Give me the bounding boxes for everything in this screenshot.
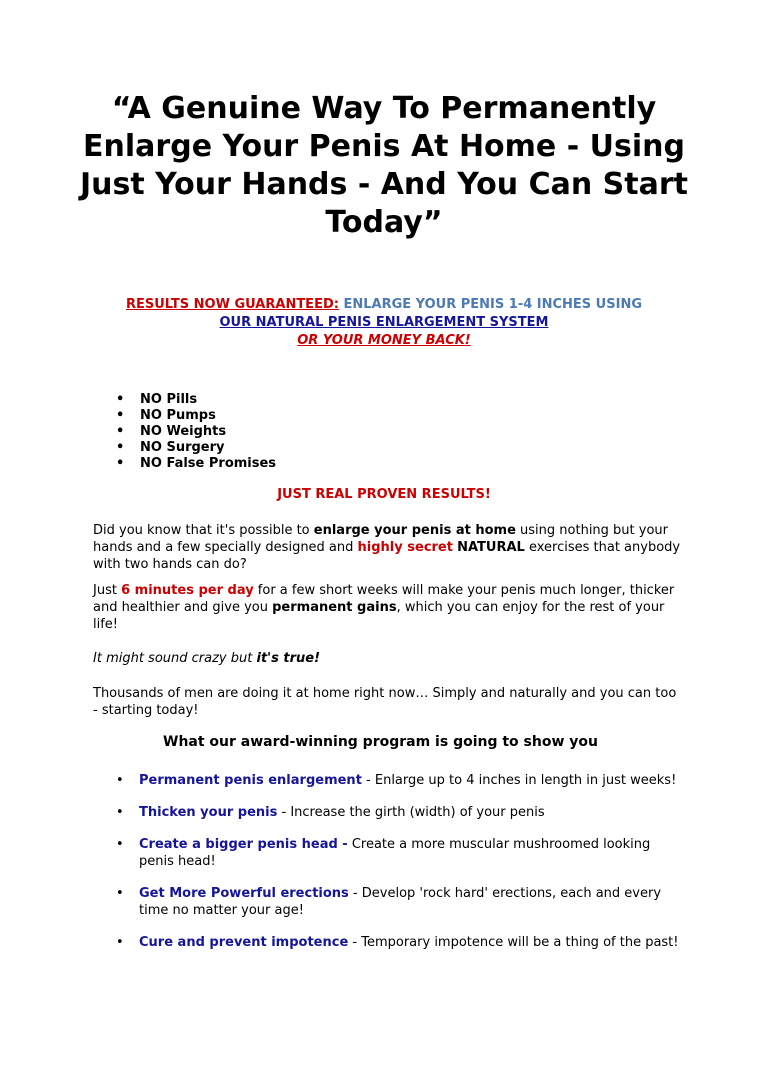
feature-title: Create a bigger penis head -	[139, 837, 348, 852]
text-run: using nothing but your hands and a few specially designed and	[93, 523, 669, 555]
list-item: • NO Surgery	[120, 440, 276, 456]
list-item: • NO Pills	[120, 392, 276, 408]
list-item: • NO Pumps	[120, 408, 276, 424]
thousands-paragraph: Thousands of men are doing it at home right now… Simply and naturally and you can too - starting today!	[93, 686, 677, 718]
list-item	[120, 772, 680, 789]
feature-text: Create a more muscular mushroomed looking penis head!	[139, 837, 651, 869]
text-run: Just	[93, 583, 122, 598]
page-title: “A Genuine Way To Permanently Enlarge Your Penis At Home - Using Just Your Hands - And You Can Start Today”	[80, 91, 688, 240]
text-run: highly secret	[357, 540, 453, 555]
feature-text: - Enlarge up to 4 inches in length in just weeks!	[361, 773, 677, 788]
proven-results-line: JUST REAL PROVEN RESULTS!	[277, 487, 491, 502]
text-run: , which you can enjoy for the rest of your life!	[93, 600, 665, 632]
no-list	[120, 392, 276, 472]
feature-text: - Develop 'rock hard' erections, each and every time no matter your age!	[139, 886, 662, 918]
list-item	[120, 804, 680, 821]
list-item	[120, 885, 680, 919]
feature-title: Thicken your penis	[139, 805, 278, 820]
minutes-paragraph	[93, 582, 683, 633]
list-item: • NO False Promises	[120, 456, 276, 472]
text-run: NATURAL	[457, 540, 525, 555]
text-run: enlarge your penis at home	[313, 523, 516, 538]
list-item: • NO Weights	[120, 424, 276, 440]
text-run: Did you know that it's possible to	[93, 523, 314, 538]
text-run: 6 minutes per day	[121, 583, 254, 598]
feature-text: - Temporary impotence will be a thing of the past!	[348, 935, 679, 950]
intro-paragraph	[93, 522, 683, 573]
text-run: permanent gains	[272, 600, 397, 615]
feature-title: Get More Powerful erections	[139, 886, 349, 901]
headline-system: OUR NATURAL PENIS ENLARGEMENT SYSTEM	[219, 315, 549, 330]
headline-enlarge: ENLARGE YOUR PENIS 1-4 INCHES USING	[343, 297, 642, 312]
feature-title: Permanent penis enlargement	[139, 773, 362, 788]
feature-title: Cure and prevent impotence	[139, 935, 349, 950]
headline-money-back: OR YOUR MONEY BACK!	[297, 333, 471, 348]
guarantee-headline	[60, 296, 708, 350]
true-paragraph	[93, 650, 683, 667]
program-subheading: What our award-winning program is going to show you	[163, 734, 598, 750]
text-run: It might sound crazy but	[93, 651, 257, 666]
text-run: it's true!	[256, 651, 321, 666]
list-item	[120, 836, 680, 870]
headline-guaranteed: RESULTS NOW GUARANTEED:	[125, 297, 339, 312]
feature-text: - Increase the girth (width) of your penis	[277, 805, 545, 820]
list-item	[120, 934, 680, 951]
features-list	[120, 772, 680, 951]
text-run: exercises that anybody with two hands can do?	[93, 540, 681, 572]
text-run: for a few short weeks will make your penis much longer, thicker and healthier and give you	[93, 583, 675, 615]
